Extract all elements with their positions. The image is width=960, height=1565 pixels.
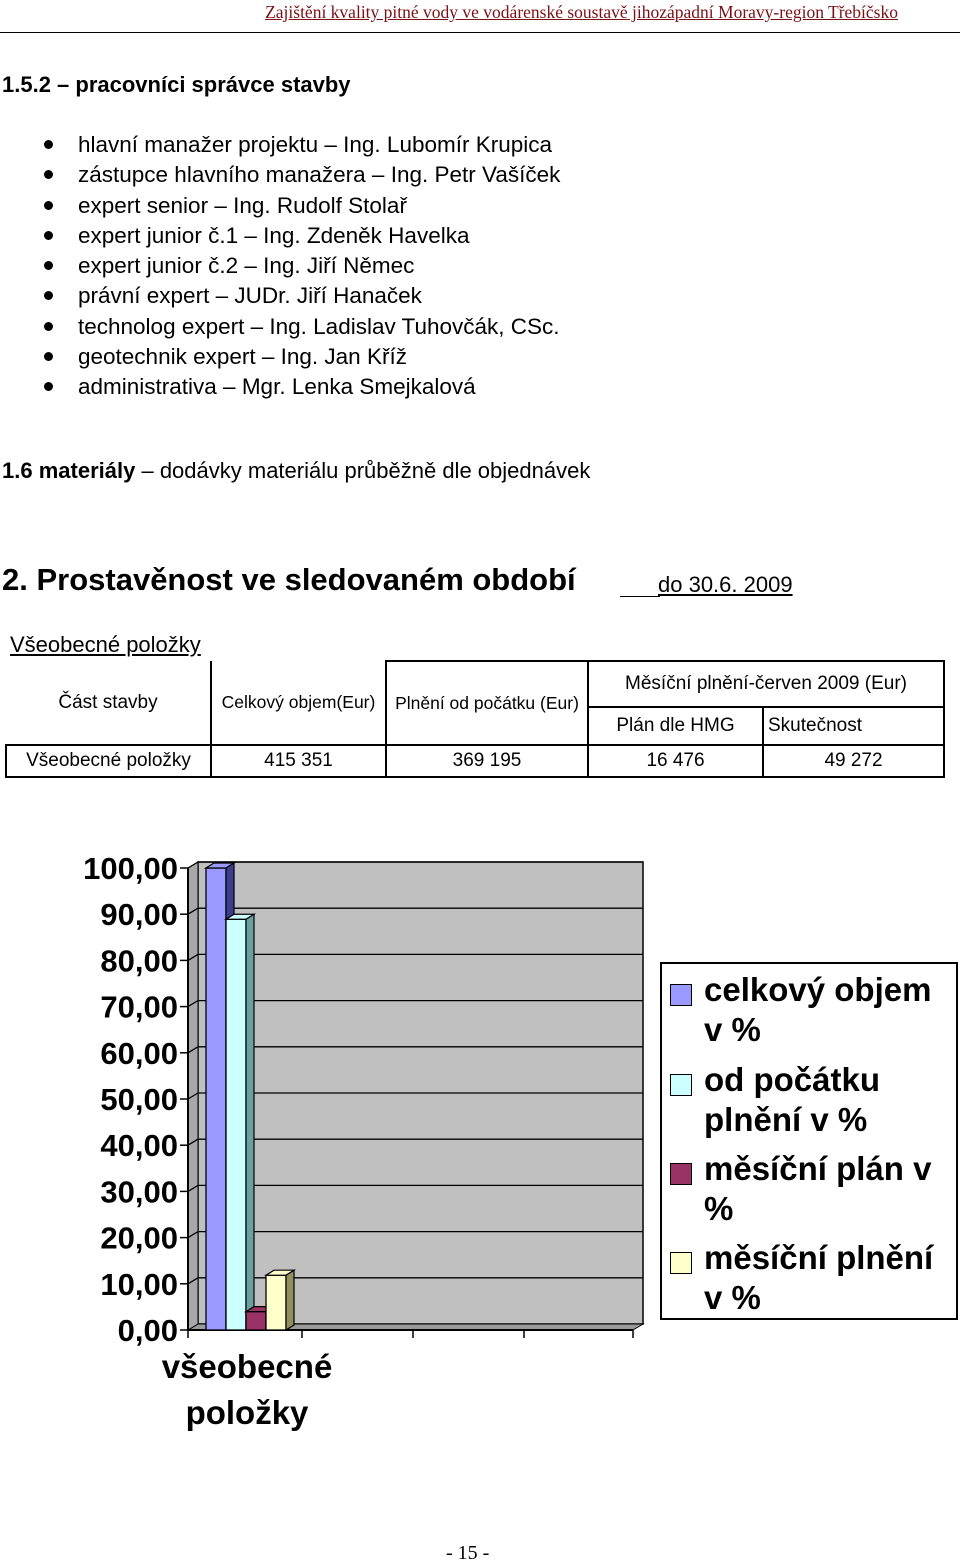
- y-tick-label: 10,00: [100, 1266, 178, 1302]
- header-plan: Plán dle HMG: [588, 707, 763, 745]
- legend-label: měsíční plnění v %: [704, 1239, 934, 1316]
- header-rule: [0, 32, 960, 33]
- y-tick-label: 60,00: [100, 1035, 178, 1071]
- y-tick-label: 100,00: [83, 851, 178, 886]
- bullet-icon: [44, 322, 53, 331]
- bar: [206, 868, 226, 1330]
- x-category-label: položky: [185, 1394, 309, 1431]
- gridline: [188, 1093, 643, 1099]
- header-part: Část stavby: [6, 661, 211, 745]
- section-16-bold: materiály: [38, 458, 136, 483]
- gridline: [188, 1139, 643, 1145]
- chart-legend: [660, 962, 958, 1320]
- list-item: technolog expert – Ing. Ladislav Tuhovčák, CSc.: [44, 312, 560, 342]
- bullet-icon: [44, 170, 53, 179]
- table-cell-actual: 49 272: [763, 745, 944, 777]
- header-total: Celkový objem(Eur): [211, 661, 386, 745]
- table-cell-plan: 16 476: [588, 745, 763, 777]
- section-2-heading: [2, 562, 793, 598]
- bar-top: [246, 1307, 274, 1312]
- section-2-date: do 30.6. 2009: [658, 572, 793, 597]
- gridline: [188, 1232, 643, 1238]
- legend-label: od počátku plnění v %: [704, 1061, 881, 1138]
- gridline: [188, 862, 643, 868]
- gridline: [188, 908, 643, 914]
- section-16-number: 1.6: [2, 458, 33, 483]
- y-tick-label: 40,00: [100, 1128, 178, 1164]
- legend-swatch-3: [670, 1163, 692, 1185]
- bullet-icon: [44, 140, 53, 149]
- legend-swatch-1: [670, 984, 692, 1006]
- plot-floor: [188, 1324, 643, 1330]
- bar-side: [246, 914, 254, 1330]
- bar-side: [266, 1307, 274, 1330]
- bar: [226, 919, 246, 1330]
- section-2-title: 2. Prostavěnost ve sledovaném období: [2, 562, 576, 597]
- y-tick-label: 70,00: [100, 989, 178, 1025]
- table-cell-since-start: 369 195: [386, 745, 588, 777]
- plot-side-wall: [188, 862, 198, 1330]
- bullet-icon: [44, 382, 53, 391]
- list-item: geotechnik expert – Ing. Jan Kříž: [44, 342, 560, 372]
- bar-side: [226, 863, 234, 1330]
- legend-swatch-4: [670, 1252, 692, 1274]
- list-item: zástupce hlavního manažera – Ing. Petr Vašíček: [44, 160, 560, 190]
- y-tick-label: 80,00: [100, 943, 178, 979]
- bullet-icon: [44, 201, 53, 210]
- heading-underline: [620, 596, 660, 597]
- progress-table: [5, 660, 945, 778]
- page-header: [0, 0, 960, 36]
- header-since-start: Plnění od počátku (Eur): [386, 661, 588, 745]
- y-tick-label: 50,00: [100, 1082, 178, 1117]
- y-tick-label: 20,00: [100, 1220, 178, 1256]
- y-tick-label: 0,00: [117, 1313, 178, 1348]
- list-item: expert junior č.2 – Ing. Jiří Němec: [44, 251, 560, 281]
- section-16-text: – dodávky materiálu průběžně dle objednávek: [141, 458, 591, 483]
- table-cell-part: Všeobecné položky: [6, 745, 211, 777]
- legend-label: měsíční plán v %: [704, 1150, 932, 1227]
- header-monthly: Měsíční plnění-červen 2009 (Eur): [588, 661, 944, 707]
- legend-swatch-2: [670, 1074, 692, 1096]
- section-152-heading: 1.5.2 – pracovníci správce stavby: [2, 72, 351, 97]
- legend-label: celkový objem v %: [704, 971, 932, 1048]
- section-16-heading: [2, 458, 590, 484]
- header-title: Zajištění kvality pitné vody ve vodárenské soustavě jihozápadní Moravy-region Třebíčsko: [265, 2, 898, 22]
- staff-list: [44, 130, 560, 403]
- bullet-icon: [44, 291, 53, 300]
- bar-top: [206, 863, 234, 868]
- gridline: [188, 954, 643, 960]
- bar: [266, 1275, 286, 1330]
- gridline: [188, 1047, 643, 1053]
- x-category-label: všeobecné: [161, 1348, 333, 1385]
- bar: [246, 1312, 266, 1330]
- y-tick-label: 90,00: [100, 897, 178, 933]
- list-item: administrativa – Mgr. Lenka Smejkalová: [44, 372, 560, 402]
- table-cell-total: 415 351: [211, 745, 386, 777]
- page-number: - 15 -: [446, 1542, 490, 1564]
- plot-area: [198, 862, 643, 1324]
- list-item: právní expert – JUDr. Jiří Hanaček: [44, 281, 560, 311]
- bullet-icon: [44, 261, 53, 270]
- gridline: [188, 1278, 643, 1284]
- gridline: [188, 1001, 643, 1007]
- bullet-icon: [44, 231, 53, 240]
- list-item: expert junior č.1 – Ing. Zdeněk Havelka: [44, 221, 560, 251]
- header-actual: Skutečnost: [763, 707, 944, 745]
- bar-side: [286, 1270, 294, 1330]
- bar-top: [266, 1270, 294, 1275]
- bullet-icon: [44, 352, 53, 361]
- list-item: hlavní manažer projektu – Ing. Lubomír Krupica: [44, 130, 560, 160]
- gridline: [188, 1185, 643, 1191]
- bar-top: [226, 914, 254, 919]
- y-tick-label: 30,00: [100, 1174, 178, 1210]
- list-item: expert senior – Ing. Rudolf Stolař: [44, 191, 560, 221]
- general-heading: Všeobecné položky: [10, 632, 201, 657]
